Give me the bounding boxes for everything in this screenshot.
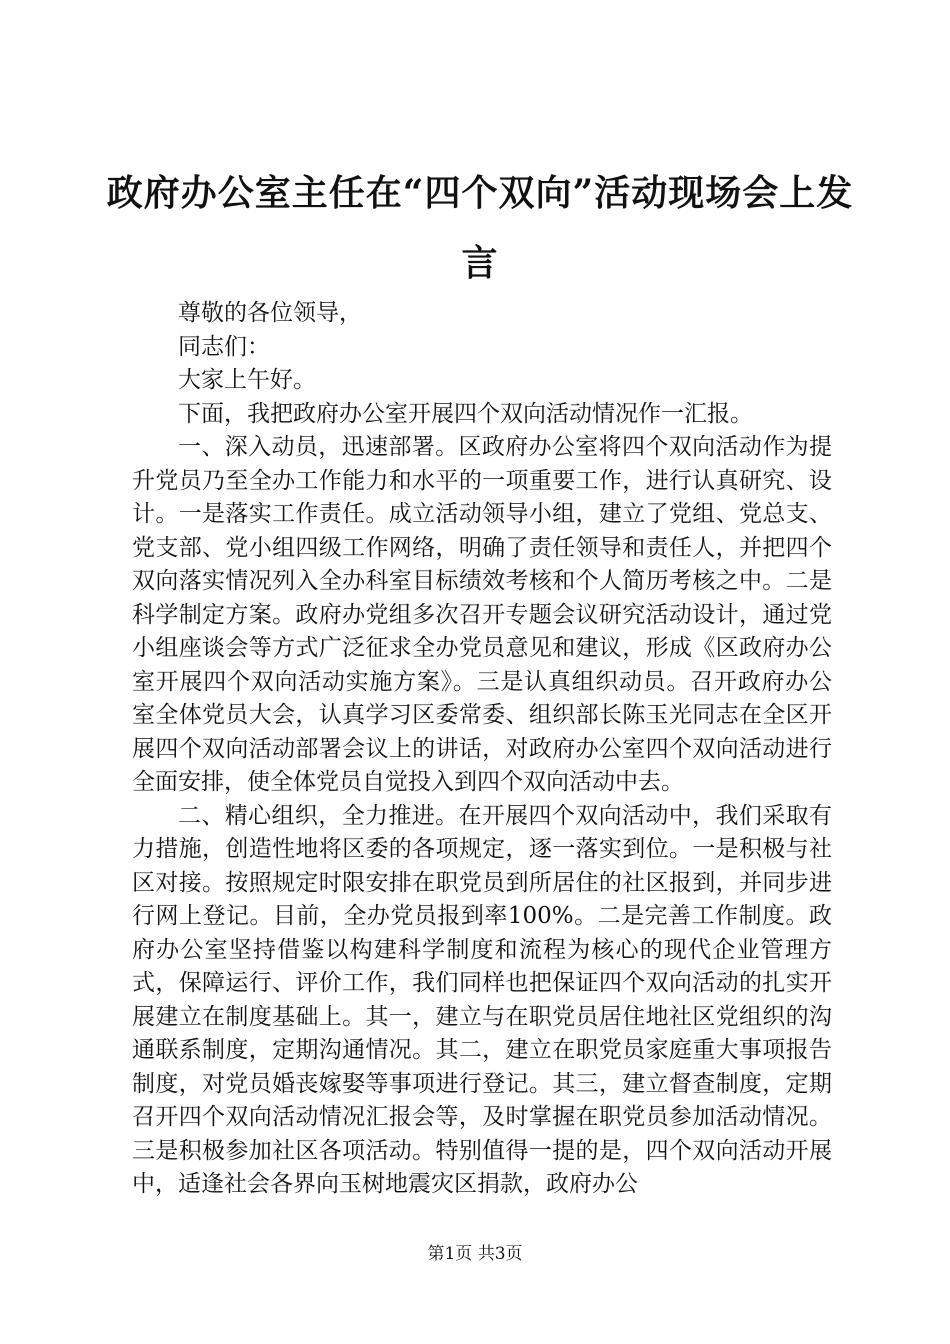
salutation-paragraph: 同志们： [178, 333, 270, 360]
page-number-footer: 第1页 共3页 [427, 1244, 523, 1264]
intro-paragraph: 下面，我把政府办公室开展四个双向活动情况作一汇报。 [178, 400, 753, 427]
document-body [132, 297, 832, 1202]
section-one-paragraph: 一、深入动员，迅速部署。区政府办公室将四个双向活动作为提升党员乃至全办工作能力和水平的一项重要工作，进行认真研究、设计。一是落实工作责任。成立活动领导小组，建立了党组、党总支、党支部、党小组四级工作网络，明确了责任领导和责任人，并把四个双向落实情况列入全办科室目标绩效考核和个人简历考核之中。二是科学制定方案。政府办党组多次召开专题会议研究活动设计，通过党小组座谈会等方式广泛征求全办党员意见和建议，形成《区政府办公室开展四个双向活动实施方案》。三是认真组织动员。召开政府办公室全体党员大会，认真学习区委常委、组织部长陈玉光同志在全区开展四个双向活动部署会议上的讲话，对政府办公室四个双向活动进行全面安排，使全体党员自觉投入到四个双向活动中去。 [132, 434, 832, 795]
section-two-paragraph: 二、精心组织，全力推进。在开展四个双向活动中，我们采取有力措施，创造性地将区委的各项规定，逐一落实到位。一是积极与社区对接。按照规定时限安排在职党员到所居住的社区报到，并同步进行网上登记。目前，全办党员报到率100%。二是完善工作制度。政府办公室坚持借鉴以构建科学制度和流程为核心的现代企业管理方式，保障运行、评价工作，我们同样也把保证四个双向活动的扎实开展建立在制度基础上。其一，建立与在职党员居住地社区党组织的沟通联系制度，定期沟通情况。其二，建立在职党员家庭重大事项报告制度，对党员婚丧嫁娶等事项进行登记。其三，建立督查制度，定期召开四个双向活动情况汇报会等，及时掌握在职党员参加活动情况。三是积极参加社区各项活动。特别值得一提的是，四个双向活动开展中，适逢社会各界向玉树地震灾区捐款，政府办公 [132, 802, 832, 1197]
document-title: 政府办公室主任在“四个双向”活动现场会上发言 [106, 172, 854, 284]
greeting-paragraph: 大家上午好。 [178, 367, 316, 393]
salutation-paragraph: 尊敬的各位领导， [178, 300, 362, 326]
